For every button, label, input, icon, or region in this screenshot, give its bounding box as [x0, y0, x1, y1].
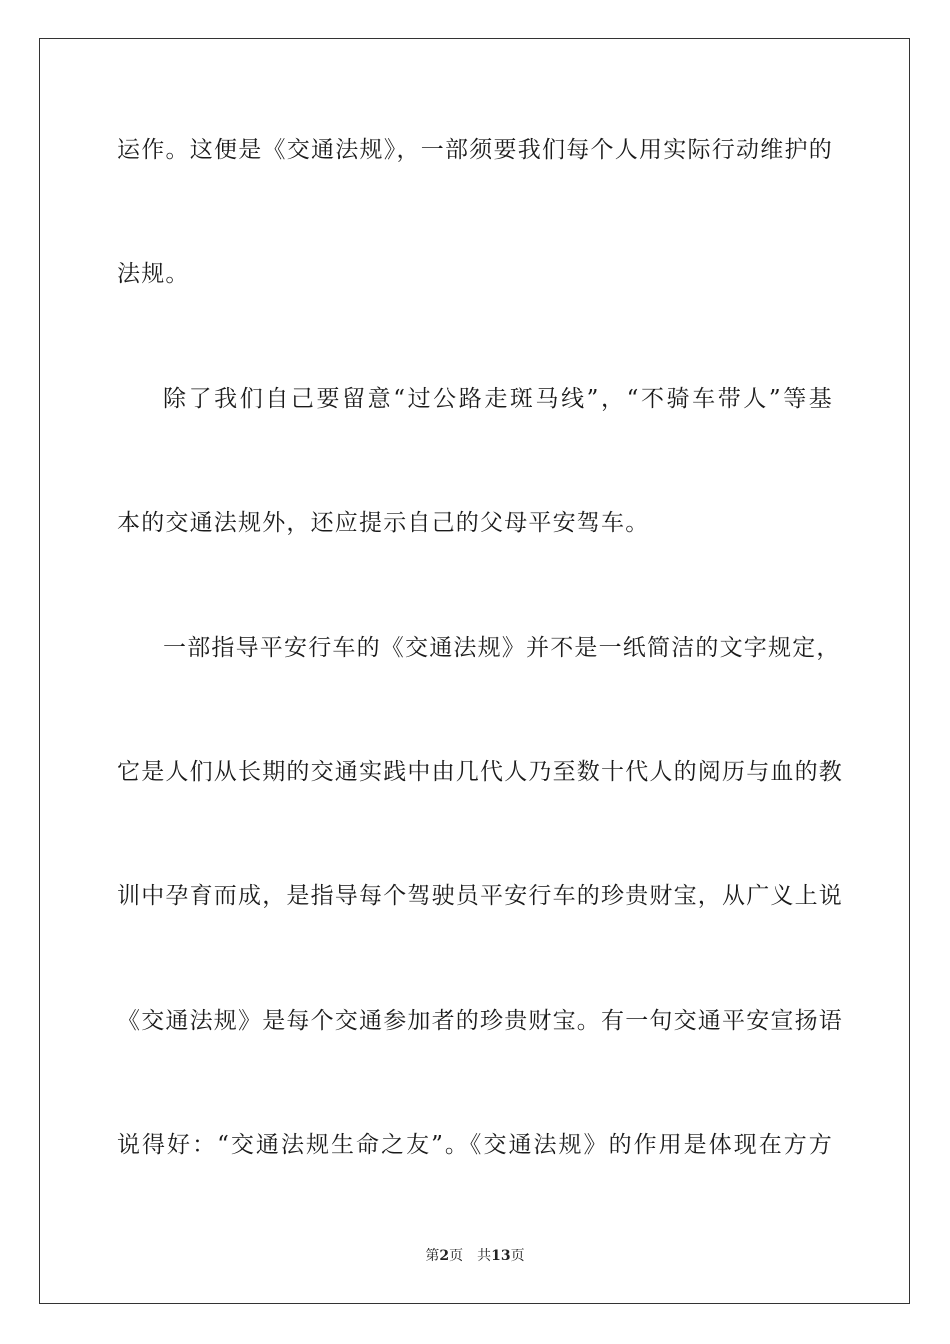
page-footer: [0, 1245, 950, 1265]
page-prefix: 第: [425, 1248, 440, 1264]
document-body: [117, 128, 843, 1248]
text-line: 除了我们自己要留意“过公路走斑马线”，“不骑车带人”等基: [163, 385, 833, 412]
page-unit: 页: [449, 1248, 464, 1264]
text-line: 它是人们从长期的交通实践中由几代人乃至数十代人的阅历与血的教: [117, 758, 843, 785]
text-line: 一部指导平安行车的《交通法规》并不是一纸简洁的文字规定，: [163, 634, 841, 661]
page-total: 13: [491, 1248, 511, 1264]
total-prefix: 共: [477, 1248, 492, 1264]
text-line: 运作。这便是《交通法规》，一部须要我们每个人用实际行动维护的: [117, 137, 833, 163]
text-line: 说得好：“交通法规生命之友”。《交通法规》的作用是体现在方方: [117, 1132, 833, 1159]
text-line: 法规。: [117, 261, 190, 288]
page-current: 2: [439, 1248, 450, 1264]
text-line: 《交通法规》是每个交通参加者的珍贵财宝。有一句交通平安宣扬语: [117, 1007, 843, 1034]
text-line: 训中孕育而成，是指导每个驾驶员平安行车的珍贵财宝，从广义上说: [117, 883, 843, 910]
total-unit: 页: [510, 1248, 525, 1264]
text-line: 本的交通法规外，还应提示自己的父母平安驾车。: [117, 510, 650, 537]
